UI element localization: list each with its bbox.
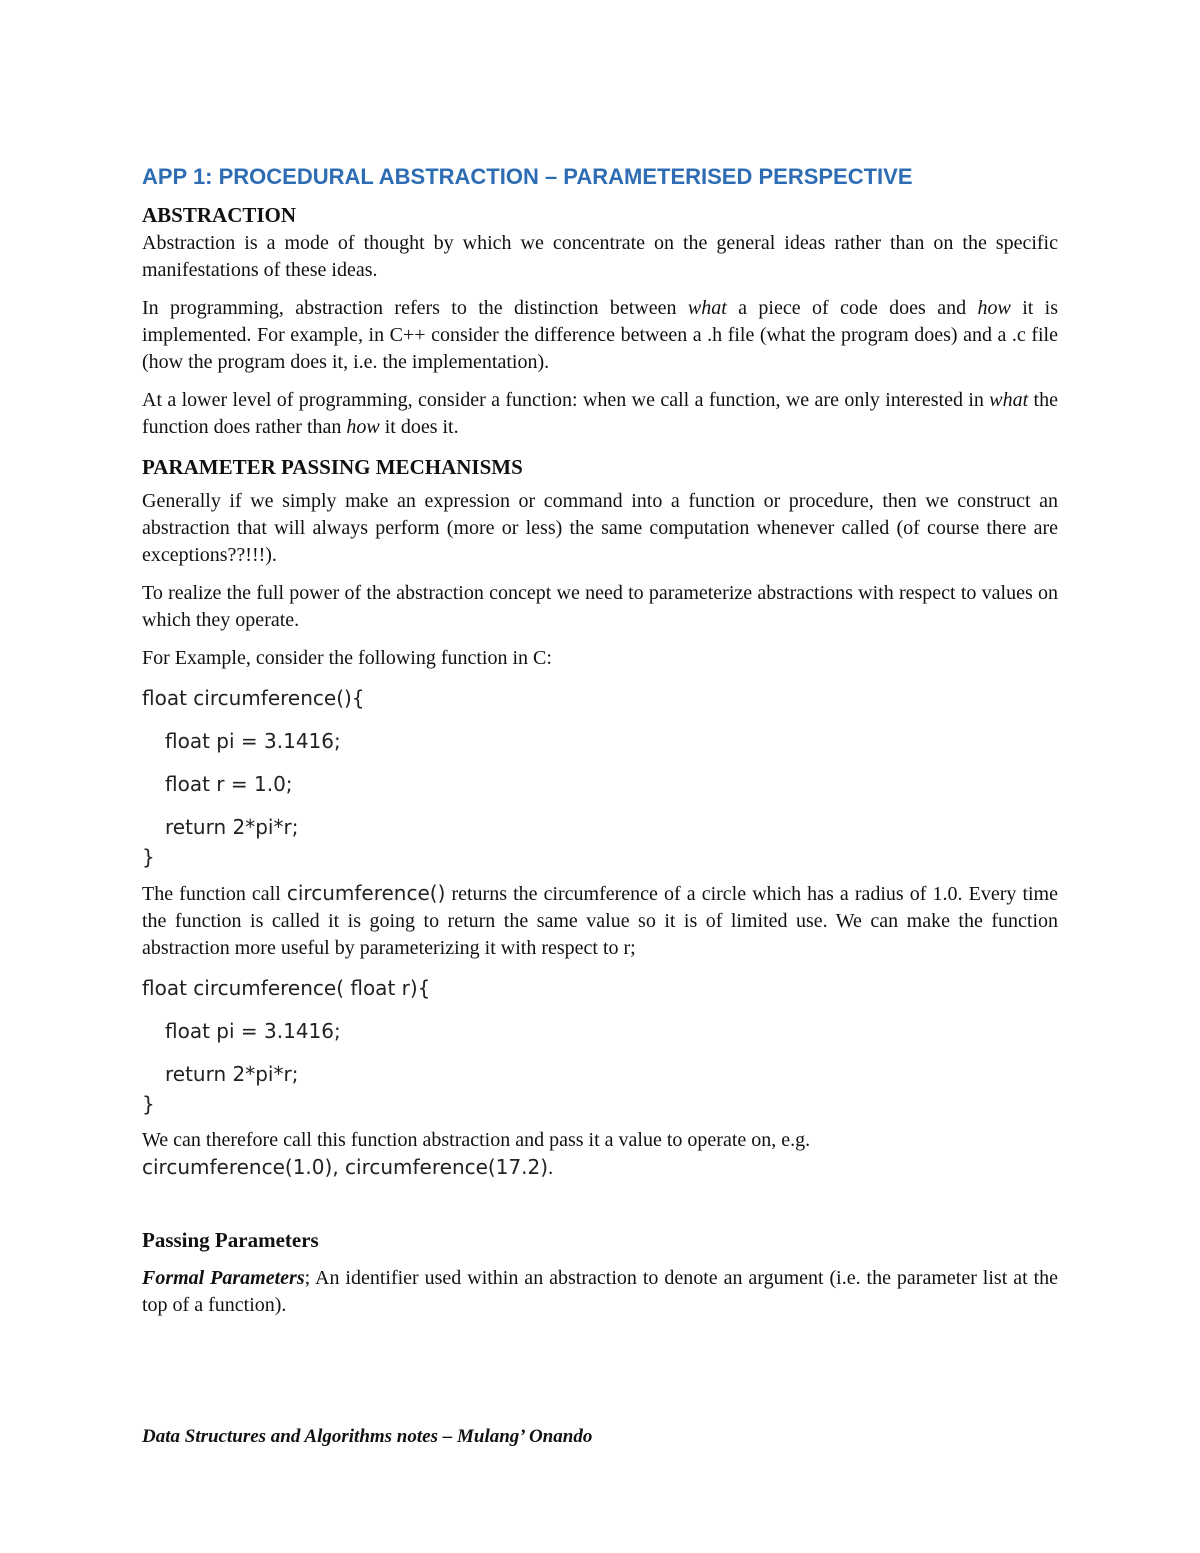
text-run: We can therefore call this function abstraction and pass it a value to operate on, e.g. [142,1129,811,1151]
text-run: In programming, abstraction refers to the distinction between [142,297,688,319]
code-line: float r = 1.0; [165,772,293,796]
inline-code: circumference(1.0), circumference(17.2) [142,1155,549,1179]
code-line: } [142,1092,155,1116]
paragraph-function-call-explanation [142,880,1058,962]
code-line: float circumference( float r){ [142,976,431,1000]
document-page [142,160,1058,1330]
emphasis-what: what [989,389,1029,411]
code-line: float circumference(){ [142,686,365,710]
paragraph-parameterize: To realize the full power of the abstraction concept we need to parameterize abstractions with respect to values on which they operate. [142,582,1058,631]
section-heading-passing-parameters: Passing Parameters [142,1228,319,1252]
paragraph-abstraction-definition: Abstraction is a mode of thought by which we concentrate on the general ideas rather than on the specific manifestations of these ideas. [142,232,1058,281]
paragraph-call-example [142,1127,1058,1182]
paragraph-parameter-intro: Generally if we simply make an expression or command into a function or procedure, then we construct an abstraction that will always perform (more or less) the same computation whenever called (of course there are exceptions??!!!). [142,490,1058,566]
section-heading-parameter-passing: PARAMETER PASSING MECHANISMS [142,455,523,479]
code-line: return 2*pi*r; [165,1062,299,1086]
text-run: the function does rather than [142,389,1058,438]
emphasis-what: what [687,297,727,319]
paragraph-example-intro: For Example, consider the following function in C: [142,647,552,669]
text-run: returns the circumference of a circle which has a radius of 1.0. Every time the function is called it is going to return the same value so it is of limited use. We can make the function abstraction more useful by parameterizing it with respect to r; [142,883,1058,959]
page-title: APP 1: PROCEDURAL ABSTRACTION – PARAMETERISED PERSPECTIVE [142,164,913,189]
text-run: The function call [142,883,287,905]
code-block-circumference [142,683,1058,872]
section-heading-abstraction: ABSTRACTION [142,203,297,227]
code-line: float pi = 3.1416; [165,729,341,753]
text-run: it is implemented. For example, in C++ consider the difference between a .h file (what the program does) and a .c file (how the program does it, i.e. the implementation). [142,297,1059,373]
emphasis-how: how [977,297,1011,319]
code-line: } [142,845,155,869]
inline-code: circumference() [286,881,446,905]
paragraph-abstraction-lower-level [142,387,1058,441]
code-line: return 2*pi*r; [165,815,299,839]
text-run: . [548,1157,554,1179]
code-block-circumference-param [142,973,1058,1119]
page-footer: Data Structures and Algorithms notes – Mulang’ Onando [142,1426,593,1447]
text-run: it does it. [379,416,459,438]
spacer [142,1193,1058,1225]
text-run: ; An identifier used within an abstraction to denote an argument (i.e. the parameter list at the top of a function). [142,1267,1059,1316]
text-run: a piece of code does and [726,297,978,319]
paragraph-formal-parameters [142,1265,1058,1319]
code-line: float pi = 3.1416; [165,1019,341,1043]
paragraph-abstraction-programming [142,295,1058,376]
emphasis-how: how [346,416,380,438]
term-formal-parameters: Formal Parameters [142,1267,305,1289]
text-run: At a lower level of programming, consider a function: when we call a function, we are only interested in [142,389,990,411]
